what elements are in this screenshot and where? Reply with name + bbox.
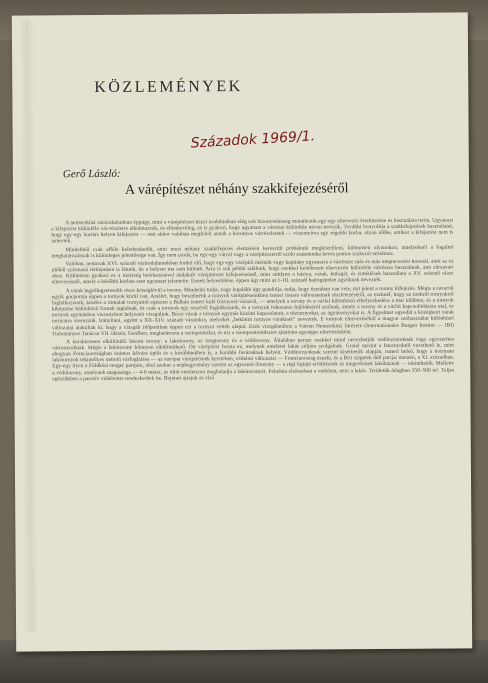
article-title: A várépítészet néhány szakkifejezéséről (124, 181, 349, 198)
binding-strip (20, 19, 38, 631)
author-name: Gerő László: (62, 167, 121, 181)
article-body (51, 218, 454, 383)
paragraph: Mindebből csak afféle kelethezkedik, amit most néhány szakkifejezés elemzésén keresztül próbálunk megközelíteni, különösen olyanokon, amelyeknél a fogalmi meghatározásnak is különleges jelentősége van. Így nem csoda, ha egy-egy várról vagy a várépítészetről szóló szakmunka kevés pontos szakszót tartalmaz. (51, 244, 454, 260)
paragraph: A várak legjellegzetesebb része kétségkívül a torony. Mindenki tudja, vagy legalább úgy gondolja, tudja, hogy tisztában van vele, mit jelent a torony kifejezés. Mégis a zavarok egyik gócpontja éppen a tornyok körül van. Azelőtt, hogy beszélnénk a tornyok várépítéseinkben ismert összes változatainak részletezéséről, az ezeknél, hogy az ezekről tornyokról foglalkozzunk, kezdve a rómaiak tornyaitól egészen a Balkán ismert kulé (tornyos)-várairól, — amelyek a torony és a várfal különböző elhelyezkedése a mai időkben, és a tornyok kiképzése különböző formát taglalnak, itt csak a tornyok egy részéről foglalkozunk, és a tornyok fokozatos fejlődéséről szólunk, amely a torony és a várfal kapcsolódására utal, és tornyok egymáshoz viszonyított helyzetét vizsgáljuk. Bécsi várak a tornyok egymás közötti kapcsolatait, a tűztornyokat, az ágyútornyokat is. A figyelmet egyedül a középkori várak tornyaira szerezzük. Irányítani, együtt a XII–XIV. századi várainkra, melyeket „bekötött tornyos váraknak” neveztek. E tornyok elnevezéséből a magyar szóhasználat különböző változatai alakultak ki, hogy a vizsgált időpontban éppen ezt a tornyot vették alapul. Ezek vizsgálatához a Vártan Nemzetközi Intézete (Internationales Burgen Institut — IBI) Tudományos Tanácsa VII. ülésén, Genfben, meghatározta a szempontokat, és ezt a szempontrendszert ajánlotta egységes elnevezésként. (51, 285, 454, 337)
handwritten-annotation: Századok 1969/1. (190, 128, 316, 152)
paragraph: Valóban, nemcsak XVI. századi várirodalmunkban fordul elő, hogy egy-egy várépítő mérnök vagy kapitány ugyanarra a várrészre más és más megnevezést használ, amit az ez időből származó térképeken is látunk, de a helyzet ma sem különb. Arra is sok példát találunk, hogy ezekkel kelethezett elnevezést különféle várrészre használnak, ami zűrzavart okoz. Különösen gyakori ez a tüzérség beérkezésével átalakult várépítészet kifejezéseinél, mint amilyen a bástya, várak, köfogát, és ismétlések használata a XV. századi olasz elnevezésnél, amely a későbbi korban sem ugyanazt jelentette. Ennek helyesbítése, éppen úgy mint az I–III. századi hajtógépeket ágyúknak nevezték. (51, 258, 454, 286)
section-header: KÖZLEMÉNYEK (94, 77, 243, 97)
document-page (12, 12, 472, 651)
paragraph: A karakteresen elkülönülő három torony: a lakótorony, az öregtorony és a védőtorony. Általában persze ezekkel mind nevezhetjük védőtornyoknak vagy egyszerűen vártornyoknak. Mégis a lakótorony könnyen elkülöníthető. Ott várépítési forma ez, melynek emeletei lakás céljára szolgálnak. Grand szerint a fatornyoktól vezethető le, mint ahogyan Franciaországban számos kővára épült és a későbbiekben is, a korábbi faváraknak helyén. Védőtornyoknak szerint kísérhetők alapján, ismert belső, hogy a normann lakótornyok tekintélyes méretű várfoglalása — az európai várépítésnek keretében, védelmi változatai — Franciaország északi, és a Brit szigetek déli partjai mentén, a XI. században. Egy-egy ilyen a Földközi-tenger partjain, ahol azokat a néphagyomány szerint az egyszerű őrtorony — a régi fajtájú erődítésnek és megerősített lakóháznak — tekinthetők. Mellette a védőtorony, amelynek magassága — 4-6 méter, és több emeletsora meghaladja a lakótoronyét. Feladata elsősorban a védelem, nem a lakás. Területük átlagban 350–500 m². Teljes egészükben a passzív védelemre rendezkedtek be. Bejárati ajtajuk az első (52, 336, 455, 383)
paragraph: A nemzetközi várirodalomban éppúgy, mint a várépítészet hazai irodalmában elég sok bizonytalanság mutatkozik egy-egy elnevezés értelmezése és használata terén. Ugyanazt a kifejezést különféle vár-részletre alkalmazzák, és ellenkezőleg, az is gyakori, hogy ugyanazt a várrészt különféle néven nevezik. További bonyolítja a szakkifejezések használatát, hogy egy-egy kortárs helyen kifejezést — ami akkor valóban megfelelt annak a korunyos várrészletnek — viszonyítva egy régebbi korba, olyan időbe, amikor a kifejezést nem is ismerték. (51, 217, 454, 245)
